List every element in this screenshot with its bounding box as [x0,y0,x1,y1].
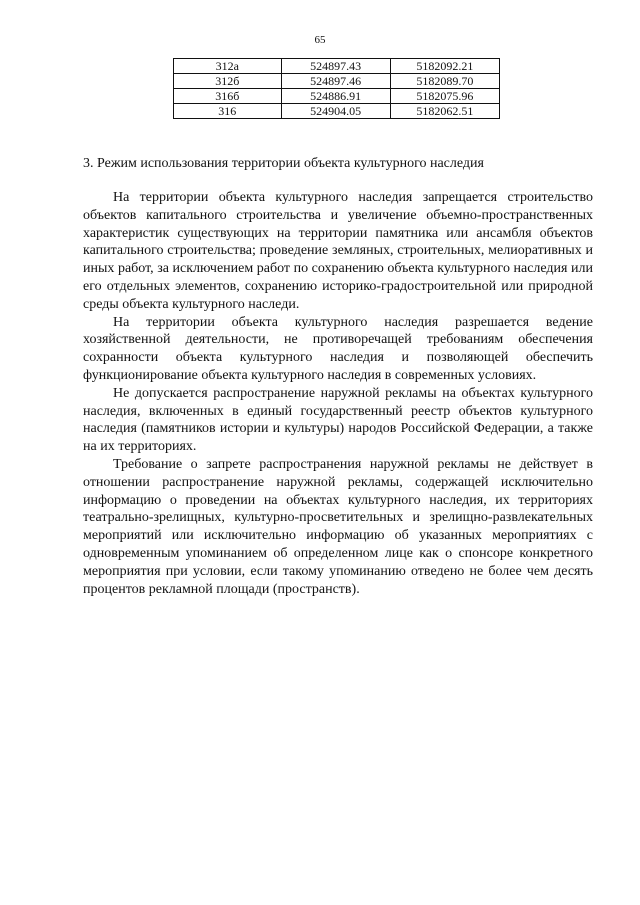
x-coordinate-cell: 524897.46 [281,74,390,89]
y-coordinate-cell: 5182092.21 [390,59,499,74]
coordinates-table [173,58,500,119]
y-coordinate-cell: 5182075.96 [390,89,499,104]
paragraph-advertising-ban: Не допускается распространение наружной рекламы на объектах культурного наследия, включенных в единый государственный реестр объектов культурного наследия (памятников истории и культуры) народов Российской Федерации, а также на их территориях. [83,385,593,455]
section-body [83,189,593,598]
x-coordinate-cell: 524904.05 [281,104,390,119]
x-coordinate-cell: 524886.91 [281,89,390,104]
x-coordinate-cell: 524897.43 [281,59,390,74]
table-row [174,104,500,119]
paragraph-permitted-activity: На территории объекта культурного наследия разрешается ведение хозяйственной деятельности, не противоречащей требованиям обеспечения сохранности объекта культурного наследия и позволяющей обеспечить функционирование объекта культурного наследия в современных условиях. [83,314,593,383]
table-row [174,74,500,89]
page-number: 65 [314,34,326,46]
y-coordinate-cell: 5182089.70 [390,74,499,89]
point-id-cell: 312б [174,74,282,89]
point-id-cell: 316б [174,89,282,104]
table-row [174,59,500,74]
table-row [174,89,500,104]
paragraph-prohibitions: На территории объекта культурного наследия запрещается строительство объектов капитального строительства и увеличение объемно-пространственных характеристик существующих на территории памятника или ансамбля объектов капитального строительства; проведение земляных, строительных, мелиоративных и иных работ, за исключением работ по сохранению объекта культурного наследия или его отдельных элементов, сохранению историко-градостроительной или природной среды объекта культурного наследи. [83,190,593,312]
point-id-cell: 312а [174,59,282,74]
point-id-cell: 316 [174,104,282,119]
section-heading: 3. Режим использования территории объекта культурного наследия [83,156,484,171]
paragraph-advertising-exception: Требование о запрете распространения наружной рекламы не действует в отношении распространение наружной рекламы, содержащей исключительно информацию о проведении на объектах культурного наследия, их территориях театрально-зрелищных, культурно-просветительных и зрелищно-развлекательных мероприятий или исключительно информацию об указанных мероприятиях с одновременным упоминанием об определенном лице как о спонсоре конкретного мероприятия при условии, если такому упоминанию отведено не более чем десять процентов рекламной площади (пространств). [83,456,593,597]
y-coordinate-cell: 5182062.51 [390,104,499,119]
